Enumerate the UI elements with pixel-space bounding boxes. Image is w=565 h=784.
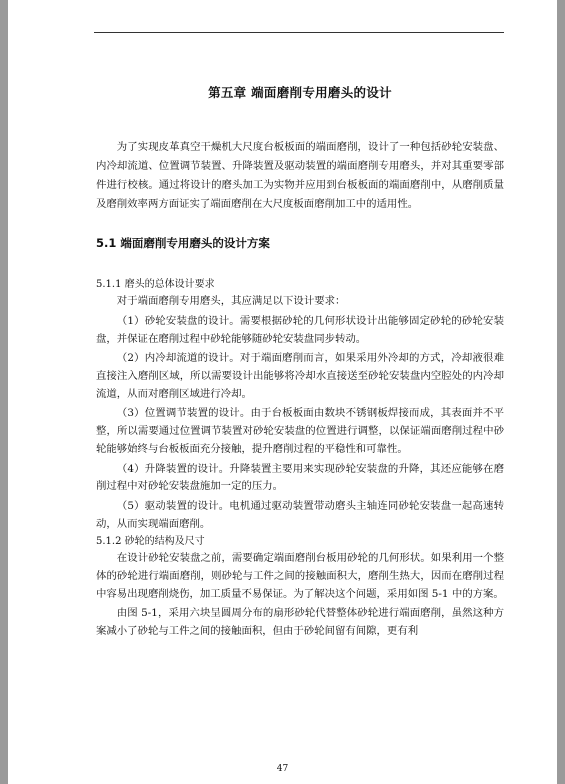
chapter-title: 第五章 端面磨削专用磨头的设计 [208, 85, 392, 100]
wheel-paragraph-1: 在设计砂轮安装盘之前，需要确定端面磨削台板用砂轮的几何形状。如果利用一个整体的砂轮进行端面磨削，则砂轮与工件之间的接触面积大，磨削生热大，因而在磨削过程中容易出现磨削烧伤，加工质量不易保证。为了解决这个问题，采用如图 5-1 中的方案。 [96, 552, 504, 600]
section-title: 5.1 端面磨削专用磨头的设计方案 [96, 235, 270, 250]
page-content [96, 40, 504, 641]
requirement-item-4: （4）升降装置的设计。升降装置主要用来实现砂轮安装盘的升降，其还应能够在磨削过程中对砂轮安装盘施加一定的压力。 [96, 462, 504, 493]
document-page [8, 0, 557, 784]
intro-paragraph: 为了实现皮革真空干燥机大尺度台板板面的端面磨削，设计了一种包括砂轮安装盘、内冷却流道、位置调节装置、升降装置及驱动装置的端面磨削专用磨头，并对其重要零部件进行校核。通过将设计的磨头加工为实物并应用到台板板面的端面磨削中，从磨削质量及磨削效率两方面证实了端面磨削在大尺度板面磨削加工中的适用性。 [96, 140, 504, 211]
requirement-item-3: （3）位置调节装置的设计。由于台板板面由数块不锈钢板焊接而成，其表面并不平整，所以需要通过位置调节装置对砂轮安装盘的位置进行调整，以保证端面磨削过程中砂轮能够始终与台板板面充分接触，提升磨削过程的平稳性和可靠性。 [96, 407, 504, 455]
page-number: 47 [276, 764, 289, 774]
requirement-item-5: （5）驱动装置的设计。电机通过驱动装置带动磨头主轴连同砂轮安装盘一起高速转动，从而实现端面磨削。 [96, 499, 504, 530]
requirement-item-1: （1）砂轮安装盘的设计。需要根据砂轮的几何形状设计出能够固定砂轮的砂轮安装盘，并保证在磨削过程中砂轮能够随砂轮安装盘同步转动。 [96, 314, 504, 345]
header-rule [94, 32, 504, 33]
subsection-title-5-1-1: 5.1.1 磨头的总体设计要求 [96, 279, 215, 291]
subsection-title-5-1-2: 5.1.2 砂轮的结构及尺寸 [96, 536, 205, 548]
requirement-item-2: （2）内冷却流道的设计。对于端面磨削而言，如果采用外冷却的方式，冷却液很难直接注入磨削区域，所以需要设计出能够将冷却水直接送至砂轮安装盘内空腔处的内冷却流道，从而对磨削区域进行冷却。 [96, 352, 504, 400]
wheel-paragraph-2: 由图 5-1，采用六块呈圆周分布的扇形砂轮代替整体砂轮进行端面磨削，虽然这种方案减小了砂轮与工件之间的接触面积，但由于砂轮间留有间隙，更有利 [96, 607, 504, 638]
requirements-lead: 对于端面磨削专用磨头，其应满足以下设计要求： [116, 295, 346, 308]
